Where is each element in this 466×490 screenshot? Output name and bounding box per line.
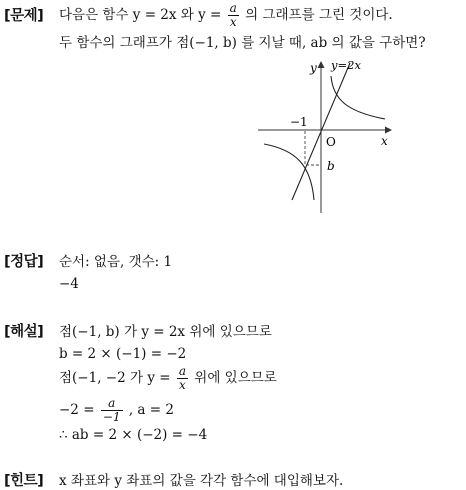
problem-line-1-pre: 다음은 함수 y = 2x 와 y = xyxy=(59,7,222,23)
solution-tag: [해설] xyxy=(4,324,44,340)
fraction-numerator: a xyxy=(108,396,116,410)
fraction-denominator: x xyxy=(177,378,188,392)
solution-line-4-post: , a = 2 xyxy=(128,402,174,418)
problem-line-2: 두 함수의 그래프가 점(−1, b) 를 지날 때, ab 의 값을 구하면? xyxy=(59,35,426,51)
answer-meta: 순서: 없음, 갯수: 1 xyxy=(59,254,173,270)
fraction-a-over-neg-one xyxy=(101,397,123,424)
problem-tag: [문제] xyxy=(4,8,44,24)
b-label: b xyxy=(327,159,335,173)
solution-line-3-pre: 점(−1, −2 가 y = xyxy=(59,370,171,386)
fraction-numerator: a xyxy=(178,364,186,378)
neg-one-label: −1 xyxy=(290,115,308,129)
solution-line-4 xyxy=(59,397,174,424)
fraction-denominator: −1 xyxy=(102,410,121,424)
line-label: y=2x xyxy=(331,58,361,72)
origin-label: O xyxy=(326,135,336,149)
fraction-a-over-x-2 xyxy=(177,365,188,392)
y-axis-arrow xyxy=(318,61,325,68)
hyperbola-branch-q1 xyxy=(331,76,385,119)
solution-line-3-post: 위에 있으므로 xyxy=(194,370,277,386)
hint-text: x 좌표와 y 좌표의 값을 각각 함수에 대입해보자. xyxy=(59,473,344,489)
hyperbola-branch-q3 xyxy=(264,144,314,200)
solution-line-5: ∴ ab = 2 × (−2) = −4 xyxy=(59,427,208,443)
y-axis-label: y xyxy=(310,61,317,75)
answer-tag: [정답] xyxy=(4,254,44,270)
solution-line-4-pre: −2 = xyxy=(59,402,95,418)
hint-tag: [힌트] xyxy=(4,473,44,489)
fraction-denominator: x xyxy=(228,15,239,29)
fraction-numerator: a xyxy=(229,1,237,15)
solution-line-2: b = 2 × (−1) = −2 xyxy=(59,346,187,362)
solution-line-1: 점(−1, b) 가 y = 2x 위에 있으므로 xyxy=(59,324,272,340)
x-axis-arrow xyxy=(385,127,392,134)
x-axis-label: x xyxy=(381,134,388,148)
solution-line-3 xyxy=(59,365,277,392)
answer-value: −4 xyxy=(59,276,79,292)
problem-line-1-post: 의 그래프를 그린 것이다. xyxy=(245,7,393,23)
